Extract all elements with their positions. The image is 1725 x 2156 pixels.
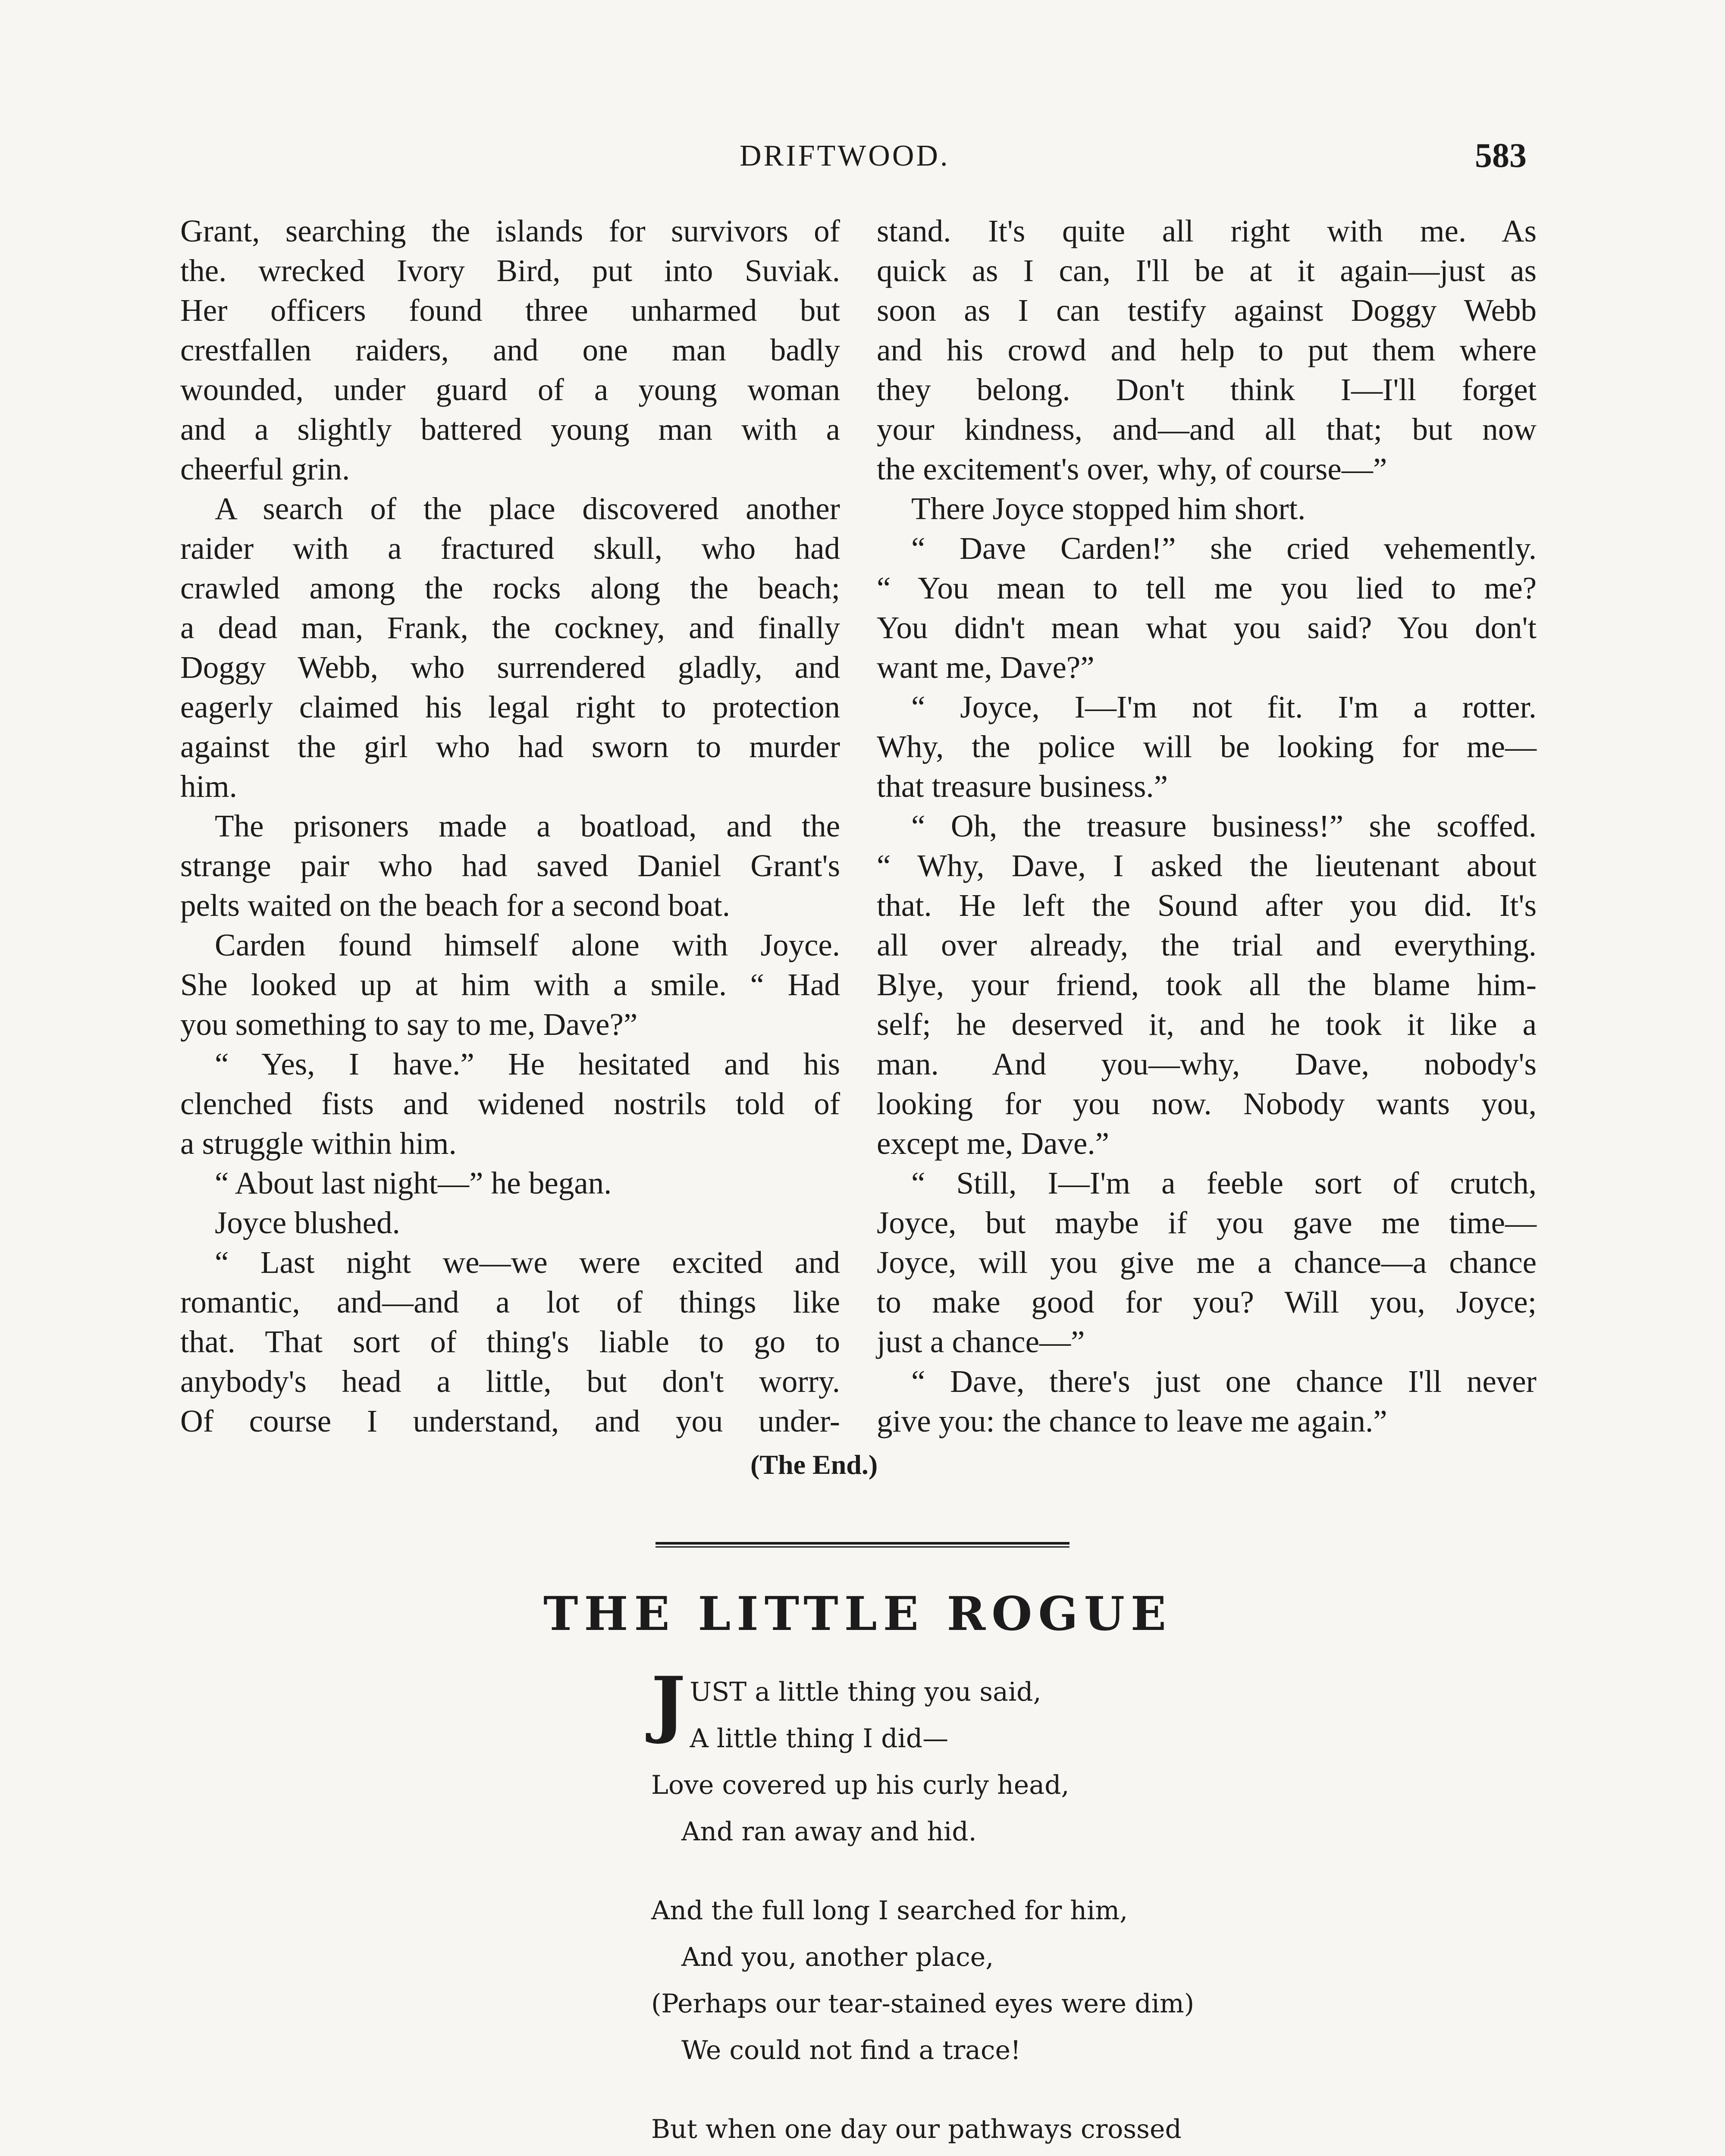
story-line: your kindness, and—and all that; but now [877, 412, 1537, 447]
story-line: cheerful grin. [180, 451, 350, 486]
story-line: clenched fists and widened nostrils told of [180, 1086, 840, 1121]
story-line: give you: the chance to leave me again.” [877, 1404, 1387, 1438]
story-line: quick as I can, I'll be at it again—just as [877, 253, 1537, 288]
story-line: She looked up at him with a smile. “ Had [180, 967, 840, 1002]
story-line: Her officers found three unharmed but [180, 293, 840, 328]
story-line: crawled among the rocks along the beach; [180, 570, 840, 605]
story-line: you something to say to me, Dave?” [180, 1007, 638, 1042]
page-header [0, 139, 1725, 186]
running-title: DRIFTWOOD. [740, 139, 950, 172]
story-line: a struggle within him. [180, 1126, 457, 1161]
poem-line [651, 2153, 1255, 2156]
story-line: Of course I understand, and you under- [180, 1404, 840, 1438]
poem-drop-cap: J [651, 1661, 686, 1746]
poem-line: (Perhaps our tear-stained eyes were dim) [651, 1989, 1195, 2019]
story-line: “ Oh, the treasure business!” she scoffed. [911, 808, 1537, 843]
story-line: raider with a fractured skull, who had [180, 531, 840, 566]
poem-stanza [651, 1887, 1255, 2074]
story-line: wounded, under guard of a young woman [180, 372, 840, 407]
story-line: Blye, your friend, took all the blame him- [877, 967, 1537, 1002]
poem-stanza [651, 2106, 1255, 2156]
divider-rule-thick [656, 1542, 1070, 1545]
story-line: anybody's head a little, but don't worry. [180, 1364, 840, 1399]
story-line: You didn't mean what you said? You don't [877, 610, 1537, 645]
poem-line: Love covered up his curly head, [651, 1770, 1070, 1800]
story-line: Doggy Webb, who surrendered gladly, and [180, 650, 840, 685]
story-line: Grant, searching the islands for survivors of [180, 213, 840, 248]
story-line: that treasure business.” [877, 769, 1168, 804]
story-line: “ Joyce, I—I'm not fit. I'm a rotter. [911, 689, 1537, 724]
poem-stanza [651, 1661, 1255, 1855]
poem-line: And you, another place, [681, 1942, 994, 1972]
story-line: “ Last night we—we were excited and [215, 1245, 840, 1280]
story-right-column [877, 211, 1537, 1441]
story-line: to make good for you? Will you, Joyce; [877, 1285, 1537, 1319]
story-line: Why, the police will be looking for me— [877, 729, 1537, 764]
story-line: stand. It's quite all right with me. As [877, 213, 1537, 248]
poem-line: A little thing I did— [690, 1724, 949, 1754]
story-line: “ Still, I—I'm a feeble sort of crutch, [911, 1166, 1537, 1200]
section-divider [656, 1542, 1070, 1548]
story-line: There Joyce stopped him short. [911, 491, 1306, 526]
story-line: “ Dave Carden!” she cried vehemently. [911, 531, 1537, 566]
story-line: Joyce, but maybe if you gave me time— [877, 1205, 1537, 1240]
story-line: eagerly claimed his legal right to protection [180, 689, 840, 724]
story-line: A search of the place discovered another [215, 491, 840, 526]
story-columns [180, 211, 1538, 1445]
story-line: all over already, the trial and everything. [877, 928, 1537, 962]
divider-rule-thin [656, 1546, 1070, 1548]
story-line: “ Yes, I have.” He hesitated and his [215, 1047, 840, 1081]
story-end-marker: (The End.) [750, 1449, 878, 1480]
story-line: The prisoners made a boatload, and the [215, 808, 840, 843]
story-line: the excitement's over, why, of course—” [877, 451, 1387, 486]
story-line: self; he deserved it, and he took it like a [877, 1007, 1537, 1042]
story-line: romantic, and—and a lot of things like [180, 1285, 840, 1319]
story-line: man. And you—why, Dave, nobody's [877, 1047, 1537, 1081]
poem-line: UST a little thing you said, [690, 1677, 1041, 1707]
page-number: 583 [1475, 137, 1527, 175]
story-left-column [180, 211, 840, 1441]
story-line: that. That sort of thing's liable to go to [180, 1324, 840, 1359]
poem-line: And ran away and hid. [681, 1817, 977, 1847]
story-line: “ You mean to tell me you lied to me? [877, 570, 1537, 605]
story-line: “ Why, Dave, I asked the lieutenant about [877, 848, 1537, 883]
poem-body [651, 1661, 1255, 2156]
story-line: him. [180, 769, 237, 804]
story-line: Joyce blushed. [215, 1205, 400, 1240]
story-line: they belong. Don't think I—I'll forget [877, 372, 1537, 407]
story-line: the. wrecked Ivory Bird, put into Suviak. [180, 253, 840, 288]
story-line: against the girl who had sworn to murder [180, 729, 840, 764]
story-line: except me, Dave.” [877, 1126, 1110, 1161]
poem-line: And the full long I searched for him, [651, 1896, 1128, 1926]
story-line: looking for you now. Nobody wants you, [877, 1086, 1537, 1121]
story-line: and a slightly battered young man with a [180, 412, 840, 447]
story-line: pelts waited on the beach for a second boat. [180, 888, 731, 923]
poem-line: But when one day our pathways crossed [651, 2114, 1182, 2144]
story-line: “ About last night—” he began. [215, 1166, 612, 1200]
story-line: Joyce, will you give me a chance—a chance [877, 1245, 1537, 1280]
poem-title: THE LITTLE ROGUE [543, 1587, 1173, 1641]
story-line: that. He left the Sound after you did. It's [877, 888, 1537, 923]
story-line: “ Dave, there's just one chance I'll never [911, 1364, 1537, 1399]
story-line: a dead man, Frank, the cockney, and finally [180, 610, 840, 645]
story-line: crestfallen raiders, and one man badly [180, 332, 840, 367]
story-line: strange pair who had saved Daniel Grant's [180, 848, 840, 883]
story-line: soon as I can testify against Doggy Webb [877, 293, 1537, 328]
poem-line: We could not find a trace! [681, 2035, 1021, 2065]
story-line: and his crowd and help to put them where [877, 332, 1537, 367]
story-line: want me, Dave?” [877, 650, 1095, 685]
story-line: Carden found himself alone with Joyce. [215, 928, 840, 962]
story-line: just a chance—” [877, 1324, 1085, 1359]
